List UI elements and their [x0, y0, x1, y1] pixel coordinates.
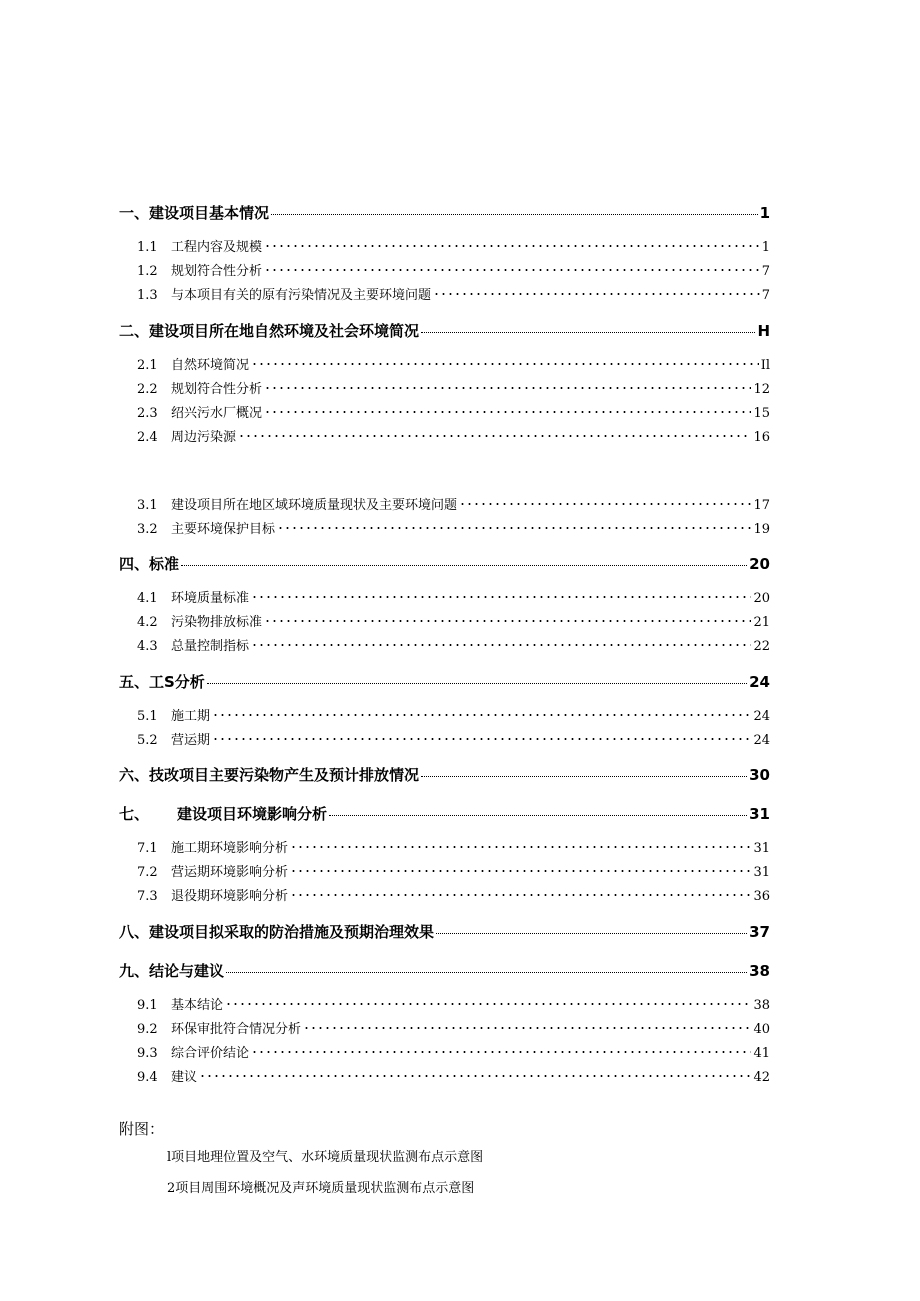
- toc-page: 17: [753, 498, 770, 513]
- toc-leader: [264, 410, 751, 414]
- toc-title: 环境质量标准: [171, 591, 250, 606]
- toc-leader: [225, 1002, 751, 1006]
- toc-page: 38: [749, 962, 770, 980]
- toc-number: 4.1: [137, 591, 158, 606]
- toc-number: 4.3: [137, 639, 158, 654]
- toc-leader: [238, 434, 751, 438]
- toc-leader: [226, 968, 747, 973]
- appendix-label: 附图：: [119, 1120, 165, 1138]
- toc-page: 42: [753, 1070, 770, 1085]
- toc-number: 9.1: [137, 998, 158, 1013]
- toc-page: 40: [753, 1022, 770, 1037]
- toc-number: 1.1: [137, 240, 158, 255]
- toc-number: 2.4: [137, 430, 158, 445]
- toc-page: 19: [753, 522, 770, 537]
- toc-entry-7-3[interactable]: [119, 885, 770, 904]
- toc-entry-1[interactable]: [119, 202, 770, 223]
- toc-page: 30: [749, 766, 770, 784]
- toc-page: 7: [761, 264, 770, 279]
- toc-entry-5-2[interactable]: [119, 729, 770, 748]
- toc-title: 规划符合性分析: [171, 264, 263, 279]
- toc-entry-9-3[interactable]: [119, 1042, 770, 1061]
- toc-leader: [207, 679, 747, 684]
- toc-number: 9.2: [137, 1022, 158, 1037]
- toc-title: 规划符合性分析: [171, 382, 263, 397]
- toc-leader: [290, 869, 751, 873]
- appendix-item[interactable]: l项目地理位置及空气、水环境质量现状监测布点示意图: [167, 1150, 484, 1165]
- toc-leader: [421, 328, 755, 333]
- toc-number: 2.1: [137, 358, 158, 373]
- toc-title: 基本结论: [171, 998, 224, 1013]
- toc-entry-2-1[interactable]: [119, 354, 770, 373]
- appendix-item[interactable]: 2项目周围环境概况及声环境质量现状监测布点示意图: [167, 1181, 475, 1196]
- toc-entry-9-4[interactable]: [119, 1066, 770, 1085]
- toc-title: 周边污染源: [171, 430, 237, 445]
- toc-entry-7[interactable]: [119, 803, 770, 824]
- toc-title: 六、技改项目主要污染物产生及预计排放情况: [119, 766, 420, 784]
- toc-title: 九、结论与建议: [119, 962, 225, 980]
- toc-page: 37: [749, 923, 770, 941]
- toc-page: 36: [753, 889, 770, 904]
- toc-number: 9.3: [137, 1046, 158, 1061]
- toc-page: 38: [753, 998, 770, 1013]
- toc-leader: [290, 845, 751, 849]
- toc-leader: [290, 893, 751, 897]
- toc-leader: [181, 561, 747, 566]
- toc-title: 污染物排放标准: [171, 615, 263, 630]
- toc-leader: [212, 713, 751, 717]
- toc-entry-4-2[interactable]: [119, 611, 770, 630]
- toc-page: 41: [753, 1046, 770, 1061]
- toc-number: 4.2: [137, 615, 158, 630]
- toc-page: 21: [753, 615, 770, 630]
- toc-entry-1-2[interactable]: [119, 260, 770, 279]
- toc-prefix: 七、: [119, 805, 150, 823]
- toc-entry-4-1[interactable]: [119, 587, 770, 606]
- toc-number: 2.3: [137, 406, 158, 421]
- toc-title: 总量控制指标: [171, 639, 250, 654]
- toc-page: 16: [753, 430, 770, 445]
- toc-leader: [251, 1050, 751, 1054]
- toc-title: 建议: [171, 1070, 198, 1085]
- toc-entry-8[interactable]: [119, 921, 770, 942]
- toc-title: 二、建设项目所在地自然环境及社会环境简况: [119, 322, 420, 340]
- toc-page: 7: [761, 288, 770, 303]
- toc-leader: [433, 292, 760, 296]
- toc-leader: [329, 811, 747, 816]
- toc-entry-6[interactable]: [119, 764, 770, 785]
- toc-title: 建设项目所在地区域环境质量现状及主要环境问题: [171, 498, 458, 513]
- toc-entry-5-1[interactable]: [119, 705, 770, 724]
- toc-number: 3.2: [137, 522, 158, 537]
- toc-leader: [212, 737, 751, 741]
- toc-title: 建设项目环境影响分析: [177, 805, 328, 823]
- toc-page: 1: [759, 204, 770, 222]
- toc-entry-9[interactable]: [119, 960, 770, 981]
- toc-leader: [264, 386, 751, 390]
- toc-entry-9-2[interactable]: [119, 1018, 770, 1037]
- toc-title: 环保审批符合情况分析: [171, 1022, 302, 1037]
- toc-title: 营运期: [171, 733, 211, 748]
- toc-leader: [459, 502, 751, 506]
- toc-number: 7.1: [137, 841, 158, 856]
- toc-entry-2-3[interactable]: [119, 402, 770, 421]
- toc-leader: [277, 526, 751, 530]
- toc-leader: [199, 1074, 751, 1078]
- toc-title: 施工期: [171, 709, 211, 724]
- toc-number: 5.2: [137, 733, 158, 748]
- toc-number: 1.2: [137, 264, 158, 279]
- toc-title: 自然环境简况: [171, 358, 250, 373]
- toc-number: 2.2: [137, 382, 158, 397]
- toc-leader: [271, 210, 758, 215]
- toc-entry-1-1[interactable]: [119, 236, 770, 255]
- toc-title: 施工期环境影响分析: [171, 841, 289, 856]
- toc-title: 绍兴污水厂概况: [171, 406, 263, 421]
- toc-entry-1-3[interactable]: [119, 284, 770, 303]
- toc-title: 八、建设项目拟采取的防治措施及预期治理效果: [119, 923, 435, 941]
- toc-leader: [303, 1026, 751, 1030]
- toc-leader: [264, 268, 760, 272]
- toc-page: 12: [753, 382, 770, 397]
- toc-title: 工程内容及规模: [171, 240, 263, 255]
- toc-entry-9-1[interactable]: [119, 994, 770, 1013]
- toc-entry-2-2[interactable]: [119, 378, 770, 397]
- toc-page: 1: [761, 240, 770, 255]
- toc-entry-4-3[interactable]: [119, 635, 770, 654]
- toc-number: 7.2: [137, 865, 158, 880]
- toc-page: 31: [753, 865, 770, 880]
- toc-page: 22: [753, 639, 770, 654]
- toc-entry-2-4[interactable]: [119, 426, 770, 445]
- toc-title: 综合评价结论: [171, 1046, 250, 1061]
- toc-entry-3-1[interactable]: [119, 494, 770, 513]
- toc-leader: [264, 619, 751, 623]
- toc-page: 31: [753, 841, 770, 856]
- toc-entry-5[interactable]: [119, 671, 770, 692]
- toc-number: 9.4: [137, 1070, 158, 1085]
- toc-page: 20: [753, 591, 770, 606]
- toc-entry-7-2[interactable]: [119, 861, 770, 880]
- toc-entry-3-2[interactable]: [119, 518, 770, 537]
- toc-title: 营运期环境影响分析: [171, 865, 289, 880]
- toc-title: 四、标准: [119, 555, 180, 573]
- toc-number: 1.3: [137, 288, 158, 303]
- toc-leader: [251, 643, 751, 647]
- toc-title: 五、工S分析: [119, 673, 205, 691]
- toc-number: 3.1: [137, 498, 158, 513]
- toc-page: 15: [753, 406, 770, 421]
- toc-leader: [251, 595, 751, 599]
- toc-page: 20: [749, 555, 770, 573]
- toc-title: 退役期环境影响分析: [171, 889, 289, 904]
- toc-entry-7-1[interactable]: [119, 837, 770, 856]
- toc-number: 5.1: [137, 709, 158, 724]
- toc-number: 7.3: [137, 889, 158, 904]
- toc-page: 24: [753, 733, 770, 748]
- toc-page: Il: [760, 358, 770, 373]
- toc-page: 24: [753, 709, 770, 724]
- toc-leader: [421, 772, 747, 777]
- toc-leader: [264, 244, 760, 248]
- toc-page: H: [757, 322, 770, 340]
- toc-title: 一、建设项目基本情况: [119, 204, 270, 222]
- toc-entry-2[interactable]: [119, 320, 770, 341]
- toc-entry-4[interactable]: [119, 553, 770, 574]
- toc-leader: [436, 929, 747, 934]
- toc-title: 与本项目有关的原有污染情况及主要环境问题: [171, 288, 432, 303]
- toc-title: 主要环境保护目标: [171, 522, 276, 537]
- toc-page: 24: [749, 673, 770, 691]
- toc-leader: [251, 362, 759, 366]
- toc-page: 31: [749, 805, 770, 823]
